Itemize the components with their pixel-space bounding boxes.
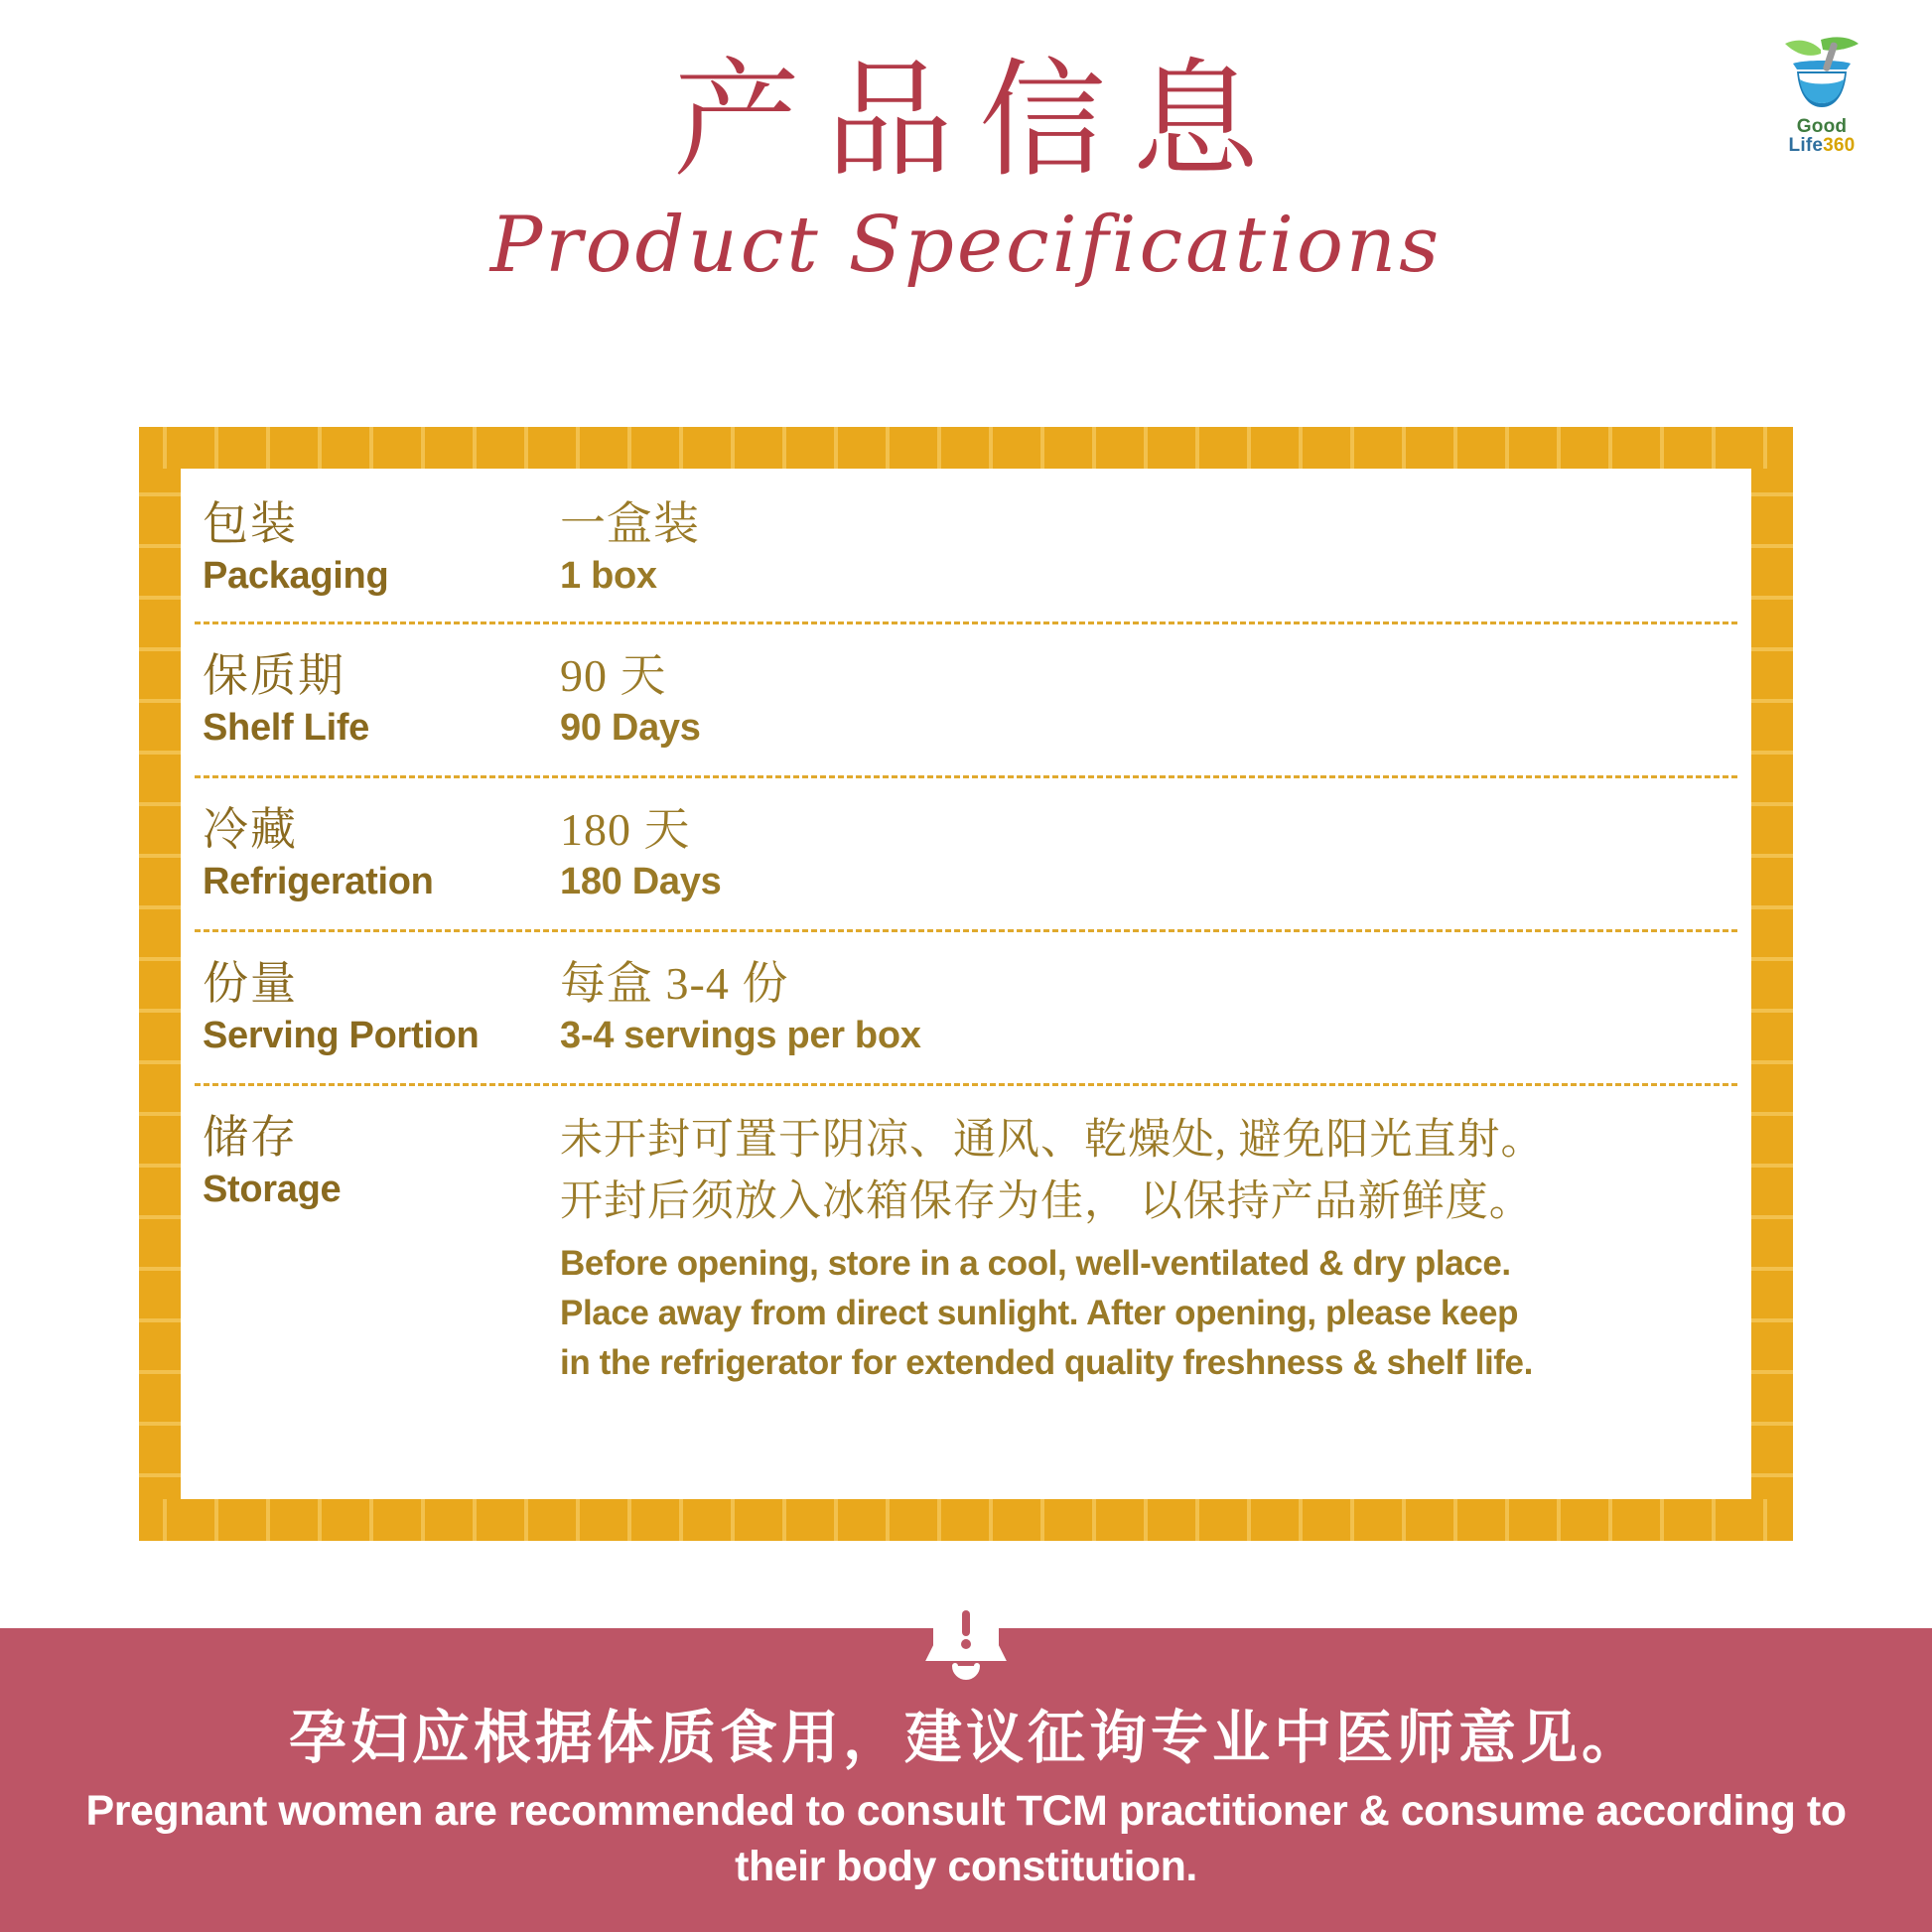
row-value-cn: 180 天 [560,804,691,855]
row-label [195,1110,560,1213]
brand-line3: 360 [1823,135,1856,156]
table-row [195,932,1737,1083]
row-value-en: 90 Days [560,707,701,749]
page-header [0,0,1932,290]
footer-notice-en-line1: Pregnant women are recommended to consult TCM practitioner & consume according to [85,1787,1847,1835]
storage-en-line3: in the refrigerator for extended quality freshness & shelf life. [560,1343,1533,1382]
footer-notice-cn: 孕妇应根据体质食用，建议征询专业中医师意见。 [288,1706,1643,1770]
row-value-cn: 一盒装 [560,498,700,549]
row-value-en: 3-4 servings per box [560,1015,921,1056]
table-row [195,483,1737,621]
row-label-cn: 份量 [203,958,298,1009]
row-label [195,648,560,752]
brand-line2: Life [1788,135,1824,156]
border-bottom [139,1499,1793,1541]
row-label [195,802,560,905]
row-label-en: Packaging [203,555,389,597]
page-title-cn: 产品信息 [672,51,1285,192]
storage-cn-line2: 开封后须放入冰箱保存为佳， 以保持产品新鲜度。 [560,1178,1533,1225]
specifications-panel [139,427,1793,1541]
row-label-en: Refrigeration [203,861,434,902]
row-value-cn: 每盒 3-4 份 [560,958,789,1009]
row-label-cn: 储存 [203,1112,298,1163]
row-value [560,956,1737,1059]
table-row [195,778,1737,929]
storage-cn-line1: 未开封可置于阴凉、通风、乾燥处, 避免阳光直射。 [560,1117,1545,1164]
row-label-cn: 包装 [203,498,298,549]
brand-line1: Good [1796,116,1848,137]
specifications-table [195,483,1737,1485]
row-value [560,1110,1737,1388]
border-top [139,427,1793,469]
border-right [1751,469,1793,1499]
row-label-en: Serving Portion [203,1015,480,1056]
row-value-cn: 90 天 [560,650,667,701]
row-label [195,496,560,600]
border-left [139,469,181,1499]
footer-notice-en-line2: their body constitution. [735,1843,1197,1890]
row-value [560,496,1737,600]
row-value [560,648,1737,752]
page-title-en: Product Specifications [489,201,1443,290]
row-value [560,802,1737,905]
row-label-cn: 保质期 [203,650,345,701]
table-row [195,1086,1737,1398]
row-label-cn: 冷藏 [203,804,298,855]
table-row [195,624,1737,775]
row-value-en: 1 box [560,555,657,597]
row-label [195,956,560,1059]
row-label-en: Storage [203,1169,342,1210]
row-value-en: 180 Days [560,861,722,902]
storage-en-line1: Before opening, store in a cool, well-ventilated & dry place. [560,1244,1511,1283]
row-label-en: Shelf Life [203,707,370,749]
alert-bell-icon [903,1571,1029,1696]
storage-en-line2: Place away from direct sunlight. After opening, please keep [560,1294,1519,1332]
